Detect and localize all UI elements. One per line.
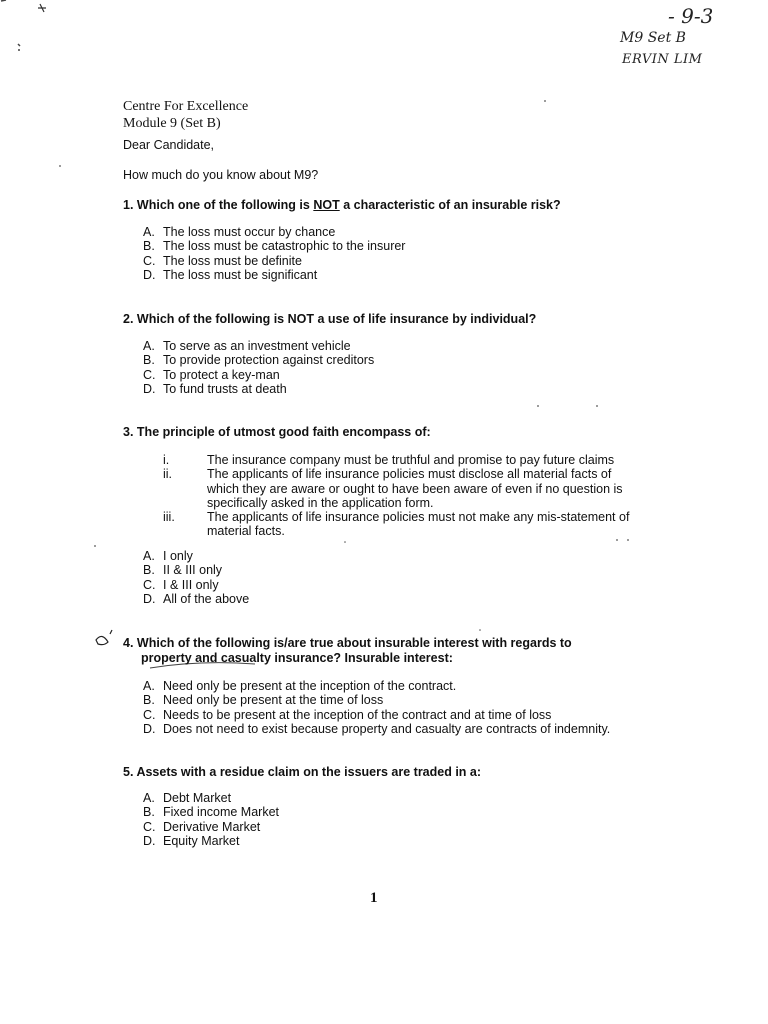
question-4-options: [143, 679, 610, 736]
page-number: 1: [370, 890, 378, 906]
option-b[interactable]: B. II & III only: [143, 563, 223, 578]
option-b[interactable]: B. To provide protection against creditors: [143, 353, 375, 368]
question-4: [123, 636, 572, 666]
option-c[interactable]: C. Derivative Market: [143, 819, 261, 834]
option-c[interactable]: C. The loss must be definite: [143, 253, 302, 268]
question-text: Assets with a residue claim on the issuers are traded in a:: [136, 765, 482, 779]
question-text-after: a characteristic of an insurable risk?: [343, 198, 561, 212]
question-1-options: [143, 225, 405, 282]
question-text-line1: Which of the following is/are true about insurable interest with regards to: [136, 636, 572, 650]
question-2: [123, 312, 536, 327]
question-number: 5.: [123, 765, 134, 779]
question-text-before: Which one of the following is: [136, 198, 310, 212]
option-b[interactable]: B. Need only be present at the time of loss: [143, 693, 384, 708]
module-title: Module 9 (Set B): [123, 116, 221, 131]
question-number: 4.: [123, 636, 134, 650]
document-header: [123, 98, 248, 132]
question-number: 1.: [123, 198, 134, 212]
option-d[interactable]: D. All of the above: [143, 591, 250, 606]
option-d[interactable]: D. To fund trusts at death: [143, 381, 287, 396]
handwritten-score: - 9-3: [668, 4, 714, 28]
statement-iii: iii. The applicants of life insurance policies must not make any mis-statement of material facts.: [163, 510, 630, 539]
statement-ii: ii. The applicants of life insurance policies must disclose all material facts of which they are aware or ought to have been aware of even if no question is specifically asked in the application form.: [163, 467, 623, 510]
question-text: Which of the following is NOT a use of life insurance by individual?: [136, 312, 537, 326]
handwritten-name: ERVIN LIM: [622, 52, 703, 67]
option-a[interactable]: A. I only: [143, 549, 193, 563]
handwritten-set: M9 Set B: [620, 30, 686, 46]
intro-question: How much do you know about M9?: [123, 168, 319, 182]
option-d[interactable]: D. The loss must be significant: [143, 267, 318, 282]
centre-name: Centre For Excellence: [123, 99, 249, 114]
salutation: Dear Candidate,: [123, 138, 215, 152]
statement-i: i. The insurance company must be truthful and promise to pay future claims: [163, 453, 615, 467]
question-text-line2: property and casualty insurance? Insurable interest:: [141, 651, 453, 665]
option-d[interactable]: D. Does not need to exist because property and casualty are contracts of indemnity.: [143, 721, 611, 736]
option-a[interactable]: A. Debt Market: [143, 791, 232, 805]
option-a[interactable]: A. The loss must occur by chance: [143, 225, 336, 239]
option-d[interactable]: D. Equity Market: [143, 833, 240, 848]
option-b[interactable]: B. The loss must be catastrophic to the insurer: [143, 239, 406, 254]
question-3-statements: [163, 453, 643, 539]
question-1: [123, 198, 561, 213]
question-emphasis: NOT: [313, 198, 340, 212]
question-3-options: [143, 549, 249, 606]
option-a[interactable]: A. To serve as an investment vehicle: [143, 339, 351, 353]
question-text: The principle of utmost good faith encompass of:: [136, 425, 431, 439]
question-5-options: [143, 791, 279, 848]
option-b[interactable]: B. Fixed income Market: [143, 805, 280, 820]
question-number: 3.: [123, 425, 134, 439]
question-3: [123, 425, 431, 440]
question-number: 2.: [123, 312, 134, 326]
option-c[interactable]: C. I & III only: [143, 577, 219, 592]
question-5: [123, 765, 481, 780]
option-a[interactable]: A. Need only be present at the inception of the contract.: [143, 679, 457, 693]
option-c[interactable]: C. To protect a key-man: [143, 367, 280, 382]
option-c[interactable]: C. Needs to be present at the inception of the contract and at time of loss: [143, 707, 552, 722]
question-2-options: [143, 339, 374, 396]
